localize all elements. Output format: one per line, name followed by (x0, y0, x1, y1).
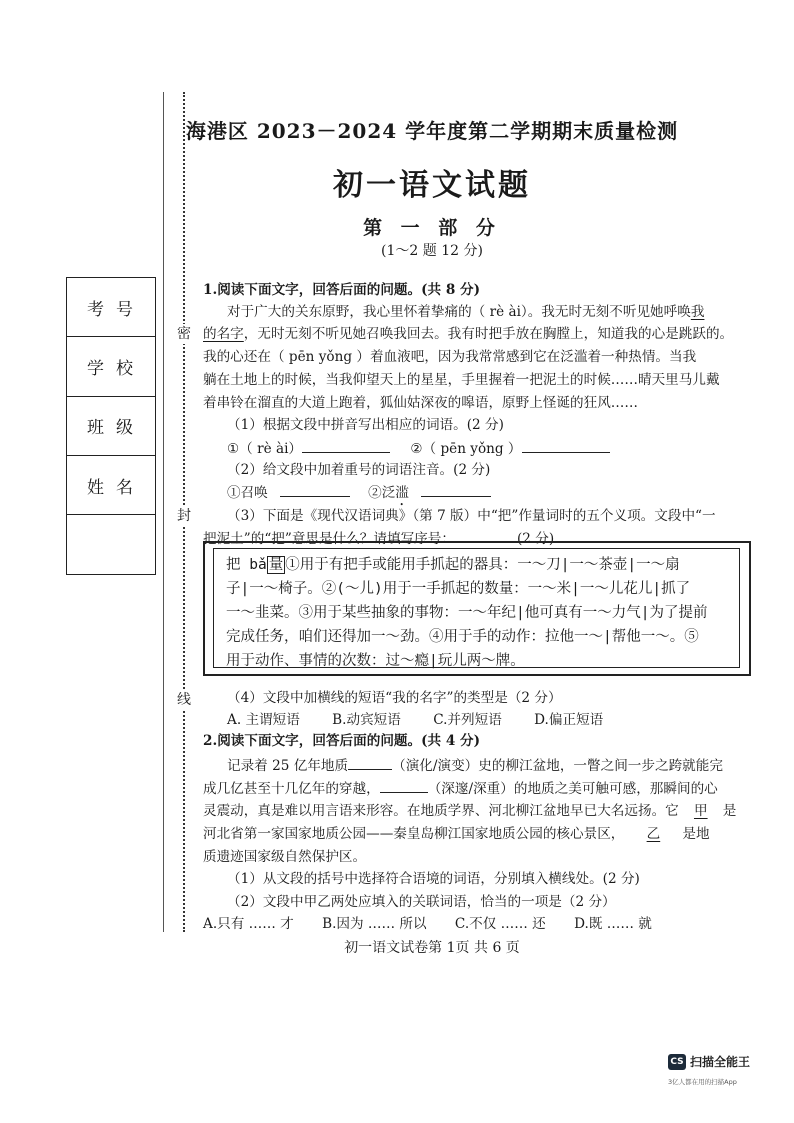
q1-sub2-answers: ①召唤 ②泛滥 (227, 483, 491, 509)
dict-line: 完成任务，咱们还得加一～劲。④用于手的动作：拉他一～|帮他一～。⑤ (226, 629, 699, 645)
q1-sub1: （1）根据文段中拼音写出相应的词语。(2 分) (227, 417, 504, 433)
seal-char-feng: 封 (177, 508, 191, 524)
option-a[interactable]: A. 主谓短语 (227, 712, 300, 728)
option-a[interactable]: A.只有 …… 才 (203, 916, 294, 932)
q1-sub1-answers: ①（ rè ài） ②（ pēn yǒng ） (227, 439, 610, 458)
scanner-watermark (668, 1053, 750, 1070)
option-d[interactable]: D.偏正短语 (534, 712, 604, 728)
subject-title: 初一语文试题 (333, 168, 531, 203)
seal-char-xian: 线 (177, 692, 191, 708)
dict-line: 用于动作、事情的次数：过～瘾|玩儿两～牌。 (226, 653, 525, 669)
q2-sub1: （1）从文段的括号中选择符合语境的词语，分别填入横线处。(2 分) (227, 871, 640, 887)
field-name[interactable]: 姓名 (67, 456, 155, 515)
q1-passage-line5: 着串铃在溜直的大道上跑着，狐仙姑深夜的嗥语，原野上怪诞的狂风…… (203, 395, 638, 411)
boxed-char: 量 (268, 557, 284, 573)
field-blank[interactable] (67, 515, 155, 574)
blank-yi[interactable]: 乙 (646, 826, 661, 842)
camscanner-logo-icon: CS (668, 1054, 686, 1070)
dict-line: 一～韭菜。③用于某些抽象的事物：一～年纪|他可真有一～力气|为了提前 (226, 605, 708, 621)
q2-passage-line3: 灵震动，真是难以用言语来形容。在地质学界、河北柳江盆地早已大名远扬。它 甲 是 (203, 803, 737, 819)
answer-blank[interactable] (302, 439, 390, 453)
q1-passage-line3: 我的心还在（ pēn yǒng ）着血液吧，因为我常常感到它在泛滥着一种热情。当我 (203, 349, 697, 365)
option-b[interactable]: B.因为 …… 所以 (322, 916, 427, 932)
option-c[interactable]: C.并列短语 (433, 712, 502, 728)
option-c[interactable]: C.不仅 …… 还 (454, 916, 546, 932)
watermark-name: 扫描全能王 (690, 1055, 751, 1069)
q2-sub2-options (203, 915, 652, 933)
q1-sub2: （2）给文段中加着重号的词语注音。(2 分) (227, 462, 491, 478)
watermark-tagline: 3亿人都在用的扫描App (668, 1078, 737, 1086)
underlined-phrase: 我 (690, 304, 705, 320)
q2-passage-line1: 记录着 25 亿年地质 （演化/演变）史的柳江盆地，一瞥之间一步之跨就能完 (227, 758, 723, 774)
q1-sub4: （4）文段中加横线的短语“我的名字”的类型是（2 分） (227, 690, 562, 706)
part-range: (1～2 题 12 分) (381, 243, 483, 259)
emphasized-char: 滥 (395, 485, 409, 501)
q1-passage-line2: 的名字，无时无刻不听见她召唤我回去。我有时把手放在胸膛上，知道我的心是跳跃的。 (203, 326, 734, 342)
q1-passage-line1: 对于广大的关东原野，我心里怀着挚痛的（ rè ài）。我无时无刻不听见她呼唤我 (227, 304, 705, 320)
dict-line: 把 bǎ 量 ①用于有把手或能用手抓起的器具：一～刀|一～茶壶|一～扇 (226, 557, 680, 573)
q1-heading: 1.阅读下面文字，回答后面的问题。(共 8 分) (203, 282, 481, 298)
answer-blank[interactable] (280, 483, 350, 497)
blank-jia[interactable]: 甲 (693, 803, 708, 819)
q2-passage-line2: 成几亿甚至十几亿年的穿越， （深邃/深重）的地质之美可触可感，那瞬间的心 (203, 781, 718, 797)
q2-sub2: （2）文段中甲乙两处应填入的关联词语，恰当的一项是（2 分） (227, 894, 616, 910)
answer-blank[interactable] (380, 779, 428, 793)
field-class[interactable]: 班级 (67, 397, 155, 456)
field-exam-number[interactable]: 考号 (67, 278, 155, 337)
q1-passage-line4: 躺在土地上的时候，当我仰望天上的星星，手里握着一把泥土的时候……晴天里马儿戴 (203, 372, 720, 388)
q1-sub3-line1: （3）下面是《现代汉语词典》（第 7 版）中“把”作量词时的五个义项。文段中“一 (227, 508, 716, 524)
q1-sub4-options (227, 711, 603, 729)
answer-blank[interactable] (522, 439, 610, 453)
dict-line: 子|一～椅子。②(～儿)用于一手抓起的数量：一～米|一～儿花儿|抓了 (226, 581, 691, 597)
q1-sub3-line2: 把泥土”的“把”意思是什么？请填写序号： (2 分) (203, 531, 555, 547)
answer-blank[interactable] (348, 756, 392, 770)
underlined-phrase: 的名字 (203, 326, 244, 342)
student-info-table (66, 277, 156, 575)
option-b[interactable]: B.动宾短语 (332, 712, 401, 728)
option-d[interactable]: D.既 …… 就 (574, 916, 652, 932)
part-title: 第 一 部 分 (363, 217, 501, 239)
answer-blank[interactable] (421, 483, 491, 497)
page-footer: 初一语文试卷第 1页 共 6 页 (344, 940, 520, 956)
q2-heading: 2.阅读下面文字，回答后面的问题。(共 4 分) (203, 733, 481, 749)
field-school[interactable]: 学校 (67, 337, 155, 396)
q2-passage-line5: 质遗迹国家级自然保护区。 (203, 849, 367, 865)
exam-title: 海港区 2023－2024 学年度第二学期期末质量检测 (185, 119, 679, 143)
seal-char-mi: 密 (177, 326, 191, 342)
q2-passage-line4: 河北省第一家国家地质公园——秦皇岛柳江国家地质公园的核心景区， 乙 是地 (203, 826, 710, 842)
